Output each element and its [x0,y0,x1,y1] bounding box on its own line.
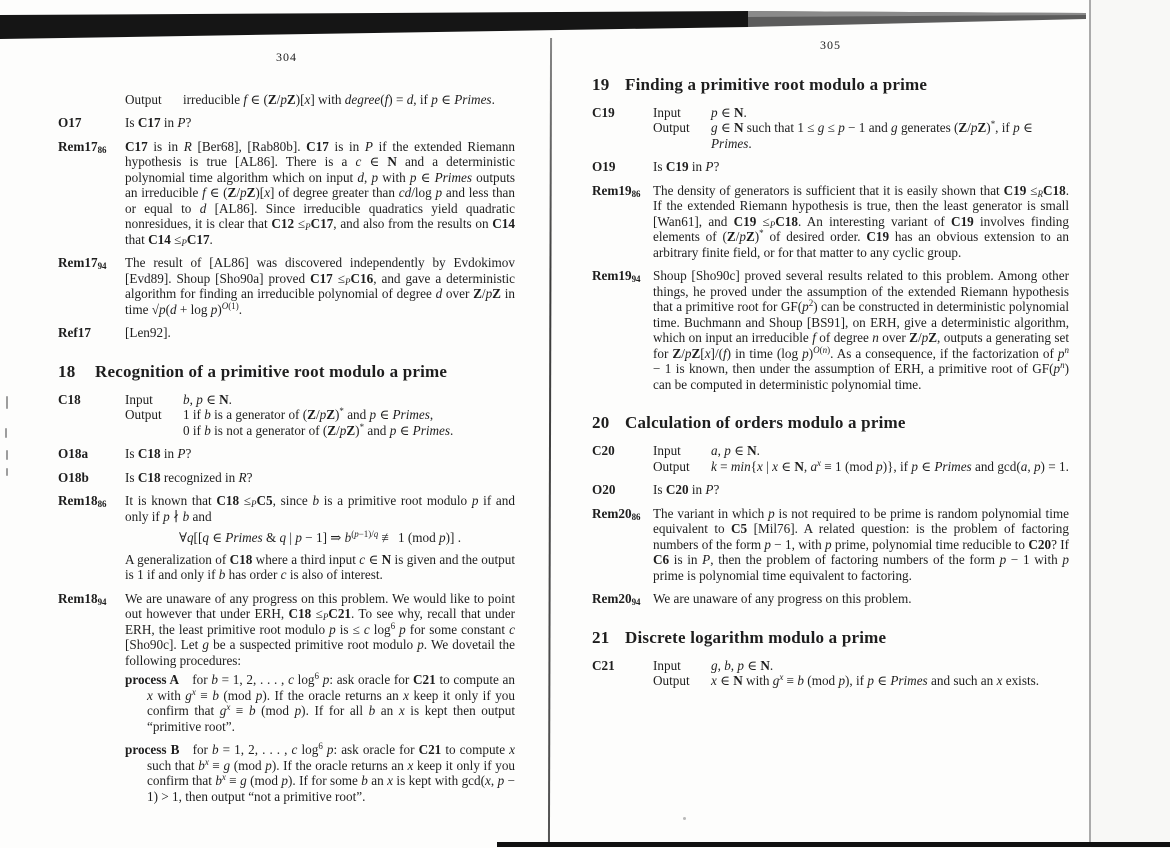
entry [58,470,515,486]
entry-body [125,139,515,248]
entry-label: Ref17 [58,325,91,340]
scan-background-strip [1091,0,1170,848]
definition-row [653,658,1069,674]
entry-label: O17 [58,115,82,130]
section-title: Discrete logarithm modulo a prime [625,627,887,647]
section-number: 19 [592,74,610,94]
section-title: Recognition of a primitive root modulo a prime [95,361,448,381]
paragraph: [Len92]. [125,325,171,340]
entry-label: $Rem17_{94}$ [58,255,107,272]
paragraph: Shoup [Sho90c] proved several results related to this problem. Among other things, he proved under the assumption of the extended Riemann hypothesis that a primitive root for $GF(p^2)$ can be constructed in deterministic polynomial time. Buchmann and Shoup [BS91], on ERH, give a deterministic algorithm, which on input an irreducible f of degree n over Z/pZ, outputs a generating set for Z/pZ[x]/(f) in time (log p)$^{O(n)}$. As a consequence, if the factorization of $p^n - 1$ is known, then under the assumption of ERH, a primitive root of $GF(p^n)$ can be computed in deterministic polynomial time. [653,268,1069,392]
paragraph: Is C18 recognized in R? [125,469,253,485]
definition-key: Input [653,104,681,120]
entry-label: $Rem18_{86}$ [58,493,107,510]
definition-text: g ∈ N such that 1 ≤ g ≤ p − 1 and g generates (Z/pZ)*, if p ∈ Primes. [711,119,1033,151]
section-heading [58,361,515,383]
entry [592,268,1069,392]
entry [58,92,515,108]
definition-text: 1 if b is a generator of (Z/pZ)* and p ∈ Primes, [183,406,434,422]
right-page [592,38,1069,697]
entry-label: $Rem18_{94}$ [58,590,107,607]
entry-body [653,105,1069,152]
page-edge-line [1089,0,1091,843]
paragraph: We are unaware of any progress on this problem. [653,591,912,606]
section-title: Calculation of orders modulo a prime [625,413,906,432]
left-page [58,50,515,812]
definition-text: p ∈ N. [711,104,747,120]
definition-text: x ∈ N with $g^x \equiv b$ (mod p), if p ∈ Primes and such an x exists. [711,672,1040,688]
definition-key: Output [653,458,690,474]
definition-row [125,92,515,108]
entry-body [125,470,515,486]
entry-body [653,506,1069,584]
definition-row [653,443,1069,459]
page-number-left: 304 [276,50,297,64]
section-title: Finding a primitive root modulo a prime [625,74,928,94]
entry-body [125,115,515,131]
definition-row [125,407,515,423]
entry-label: $Rem20_{94}$ [592,591,641,608]
section-number: 21 [592,627,610,647]
page-number-right: 305 [820,38,841,52]
definition-row [653,120,1069,151]
entry-label: O18a [58,446,89,461]
definition-key: Input [653,657,681,673]
paragraph: A generalization of C18 where a third input c ∈ N is given and the output is 1 if and only if b has order c is also of interest. [125,551,515,582]
entry [592,443,1069,474]
entry [592,159,1069,175]
paragraph: The result of [AL86] was discovered independently by Evdokimov [Evd89]. Shoup [Sho90a] proved $C17 \le_PC16$, and gave a deterministic algorithm for finding an irreducible polynomial of degree d over Z/pZ in time $√p(d + \log p)^{O(1)}$. [125,255,516,317]
right-page-content [592,74,1069,689]
entry [592,183,1069,261]
procedure-paragraph: process A for b = 1, 2, . . . , c $\log^6 p$: ask oracle for C21 to compute an x with $g^x \equiv b$ (mod p). If the oracle returns an x keep it only if you confirm that $g^x \equiv b$ (mod p). If for all b an x is kept then output “primitive root”. [125,671,516,734]
paragraph: C17 is in R [Ber68], [Rab80b]. C17 is in P if the extended Riemann hypothesis is true [AL86]. There is a c ∈ N and a deterministic polynomial time algorithm which on input d, p with p ∈ Primes outputs an irreducible f ∈ (Z/pZ)[x] of degree greater than cd/log p and less than or equal to d [AL86]. Since irreducible quadratics yield quadratic nonresidues, it is clear that $C12 \le_PC17$, and also from the results on C14 that $C14 \le_PC17$. [125,138,516,248]
paragraph: Is C17 in P? [125,115,192,130]
paragraph: The density of generators is sufficient that it is easily shown that $C19 \le_RC18$. If the extended Riemann hypothesis is true, then the least generator is small [Wan61], and $C19 \le_PC18$. An interesting variant of C19 involves finding elements of (Z/pZ)* of desired order. C19 has an obvious extension to an arbitrary finite field, or for that matter to any cyclic group. [653,182,1069,260]
paragraph: Is C18 in P? [125,446,192,461]
definition-row [125,423,515,439]
book-gutter-shadow [548,38,552,845]
entry [58,392,515,439]
definition-text: irreducible f ∈ (Z/pZ)[x] with degree(f) = d, if p ∈ Primes. [183,91,495,107]
section-heading [592,412,1069,434]
scan-margin-mark [6,396,8,409]
scan-margin-mark [6,468,8,476]
definition-key [125,423,183,439]
entry [58,493,515,583]
entry-label: $Rem19_{94}$ [592,268,641,285]
math-formula: ∀q[[q ∈ Primes & q | p − 1] ⇒ $b^{(p-1)/q}$ ≢ 1 (mod p)] . [178,529,462,545]
definition-row [653,673,1069,689]
entry-body [653,268,1069,392]
scan-margin-mark [6,450,8,460]
definition-row [653,459,1069,475]
entry [592,482,1069,498]
definition-key: Output [653,673,690,688]
definition-row [653,105,1069,121]
entry [58,446,515,462]
entry-label: C21 [592,657,615,673]
section-heading [592,74,1069,96]
entry-body [125,493,515,583]
section-number: 18 [58,361,76,381]
entry [58,115,515,131]
entry-label: O20 [592,482,616,497]
section-heading [592,627,1069,649]
entry-body [653,183,1069,261]
entry-body [125,591,515,805]
section-number: 20 [592,413,610,432]
paragraph: Is C20 in P? [653,482,720,497]
definition-text: k = min{x | x ∈ N, $a^x \equiv 1$ (mod p)}, if p ∈ Primes and gcd(a, p) = 1. [711,457,1069,474]
definition-key: Output [653,120,690,135]
paragraph: The variant in which p is not required to be prime is random polynomial time equivalent to C5 [Mil76]. A related question: is the problem of factoring numbers of the form p − 1, with p prime, polynomial time reducible to C20? If C6 is in P, then the problem of factoring numbers of the form p − 1 with p prime is polynomial time equivalent to factoring. [653,505,1070,583]
procedure-paragraph: process B for b = 1, 2, . . . , c $\log^6 p$: ask oracle for C21 to compute x such that $b^x \equiv g$ (mod p). If the oracle returns an x keep it only if you confirm that $b^x \equiv g$ (mod p). If for some b an x is kept with gcd(x, p − 1) > 1, then output “not a primitive root”. [125,741,516,804]
definition-key: Output [125,407,162,422]
paragraph: Is C19 in P? [653,159,720,174]
paragraph: It is known that $C18 \le_PC5$, since b is a primitive root modulo p if and only if p ∤ b and [125,493,515,524]
entry [592,658,1069,689]
definition-row [125,392,515,408]
entry-body [125,446,515,462]
entry-body [653,658,1069,689]
scan-speck [683,817,686,820]
procedure-name: process A [125,672,180,687]
entry-body [653,159,1069,175]
entry-label: O19 [592,159,616,174]
definition-key: Input [653,443,681,458]
definition-text: g, b, p ∈ N. [711,657,774,673]
entry-body [125,255,515,317]
entry-label: C20 [592,443,615,458]
definition-text: a, p ∈ N. [711,443,760,458]
entry-label: $Rem17_{86}$ [58,138,107,155]
entry [58,139,515,248]
entry-label: O18b [58,469,89,485]
scan-bottom-edge-artifact [497,842,1170,847]
definition-key: Output [125,91,162,107]
entry-body [653,482,1069,498]
entry-body [125,92,515,108]
entry [592,105,1069,152]
definition-text: b, p ∈ N. [183,391,232,407]
entry-label: C18 [58,391,81,407]
entry-label: $Rem19_{86}$ [592,182,641,199]
entry-body [125,325,515,341]
definition-text: 0 if b is not a generator of (Z/pZ)* and p ∈ Primes. [183,421,454,438]
entry [58,591,515,805]
entry [592,591,1069,607]
entry-body [653,591,1069,607]
entry [58,255,515,317]
procedure-name: process B [125,742,180,757]
entry-label [58,92,125,108]
scan-margin-mark [5,428,7,438]
left-page-content [58,92,515,805]
definition-key: Input [125,391,153,407]
entry-body [653,443,1069,474]
entry-label: C19 [592,104,615,120]
paragraph: We are unaware of any progress on this problem. We would like to point out however that under ERH, $C18 \le_PC21$. To see why, recall that under ERH, the least primitive root modulo p is ≤ c $\log^6 p$ for some constant c [Sho90c]. Let g be a suspected primitive root modulo p. We dovetail the following procedures: [125,590,515,668]
entry-body [125,392,515,439]
entry [592,506,1069,584]
entry [58,325,515,341]
entry-label: $Rem20_{86}$ [592,505,641,522]
